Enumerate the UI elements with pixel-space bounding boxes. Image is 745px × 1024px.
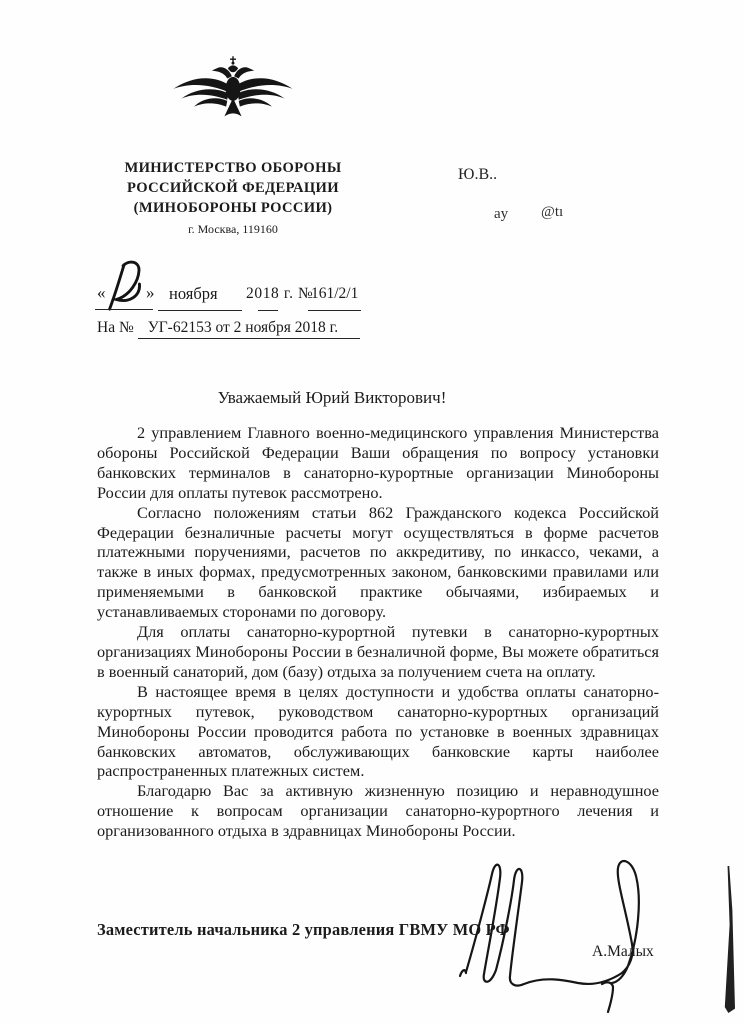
underline-year bbox=[258, 310, 278, 311]
org-address: г. Москва, 119160 bbox=[188, 222, 278, 236]
body-paragraph: В настоящее время в целях доступности и удобства оплаты санаторно-курортных путевок, руководством санаторно-курортных организаций Минобороны России проводится работа по установке в военных здравницах банковских автоматов, обслуживающих банковские карты наиболее распространенных платежных систем. bbox=[97, 681, 659, 781]
salutation: Уважаемый Юрий Викторович! bbox=[217, 388, 447, 407]
letterhead bbox=[93, 158, 373, 237]
date-close-quote: » bbox=[146, 283, 155, 302]
reference-line bbox=[97, 319, 338, 337]
date-open-quote: « bbox=[97, 283, 106, 302]
body-paragraph: Согласно положениям статьи 862 Гражданского кодекса Российской Федерации безналичные расчеты могут осуществляться в форме расчетов платежными поручениями, расчетов по аккредитиву, по инкассо, чеками, а также в иных формах, предусмотренных законом, банковскими правилами или применяемыми в банковской практике обычаями, избираемых и устанавливаемых сторонами по договору. bbox=[97, 502, 659, 622]
underline-number bbox=[308, 310, 361, 311]
underline-reference bbox=[138, 338, 360, 339]
org-name-line3: (МИНОБОРОНЫ РОССИИ) bbox=[133, 200, 333, 216]
mod-eagle-emblem-icon bbox=[170, 54, 296, 126]
handwritten-signature bbox=[452, 852, 662, 1020]
handwritten-day-15 bbox=[102, 260, 148, 314]
date-month: ноября bbox=[169, 284, 218, 303]
reference-prefix: На № bbox=[97, 319, 134, 336]
recipient-email-fragment-left: ay bbox=[494, 206, 509, 222]
date-year-number: 2018 г. № bbox=[246, 285, 314, 302]
org-name-line2: РОССИЙСКОЙ ФЕДЕРАЦИИ bbox=[127, 180, 339, 196]
reference-value: УГ-62153 от 2 ноября 2018 г. bbox=[147, 319, 339, 336]
body-paragraph: 2 управлением Главного военно-медицинского управления Министерства обороны Российской Федерации Ваши обращения по вопросу установки банковских терминалов в санаторно-курортные организации Минобороны России для оплаты путевок рассмотрено. bbox=[97, 423, 659, 502]
recipient-email-fragment-right: @tı bbox=[541, 204, 564, 220]
letter-body bbox=[97, 423, 659, 841]
signer-position-title: Заместитель начальника 2 управления ГВМУ МО РФ bbox=[97, 920, 510, 939]
org-name-line1: МИНИСТЕРСТВО ОБОРОНЫ bbox=[124, 160, 342, 176]
body-paragraph: Благодарю Вас за активную жизненную позицию и неравнодушное отношение к вопросам организации санаторно-курортного лечения и организованного отдыха в здравницах Минобороны России. bbox=[97, 781, 659, 841]
recipient-initials: Ю.В.. bbox=[458, 166, 498, 183]
doc-number: 161/2/1 bbox=[311, 285, 359, 302]
underline-day bbox=[95, 309, 153, 310]
underline-month bbox=[158, 310, 242, 311]
body-paragraph: Для оплаты санаторно-курортной путевки в санаторно-курортных организациях Минобороны России в безналичной форме, Вы можете обратиться в военный санаторий, дом (базу) отдыха за получением счета на оплату. bbox=[97, 622, 659, 681]
scan-artifact-streak bbox=[723, 866, 735, 1013]
signer-name: А.Малых bbox=[592, 943, 654, 960]
